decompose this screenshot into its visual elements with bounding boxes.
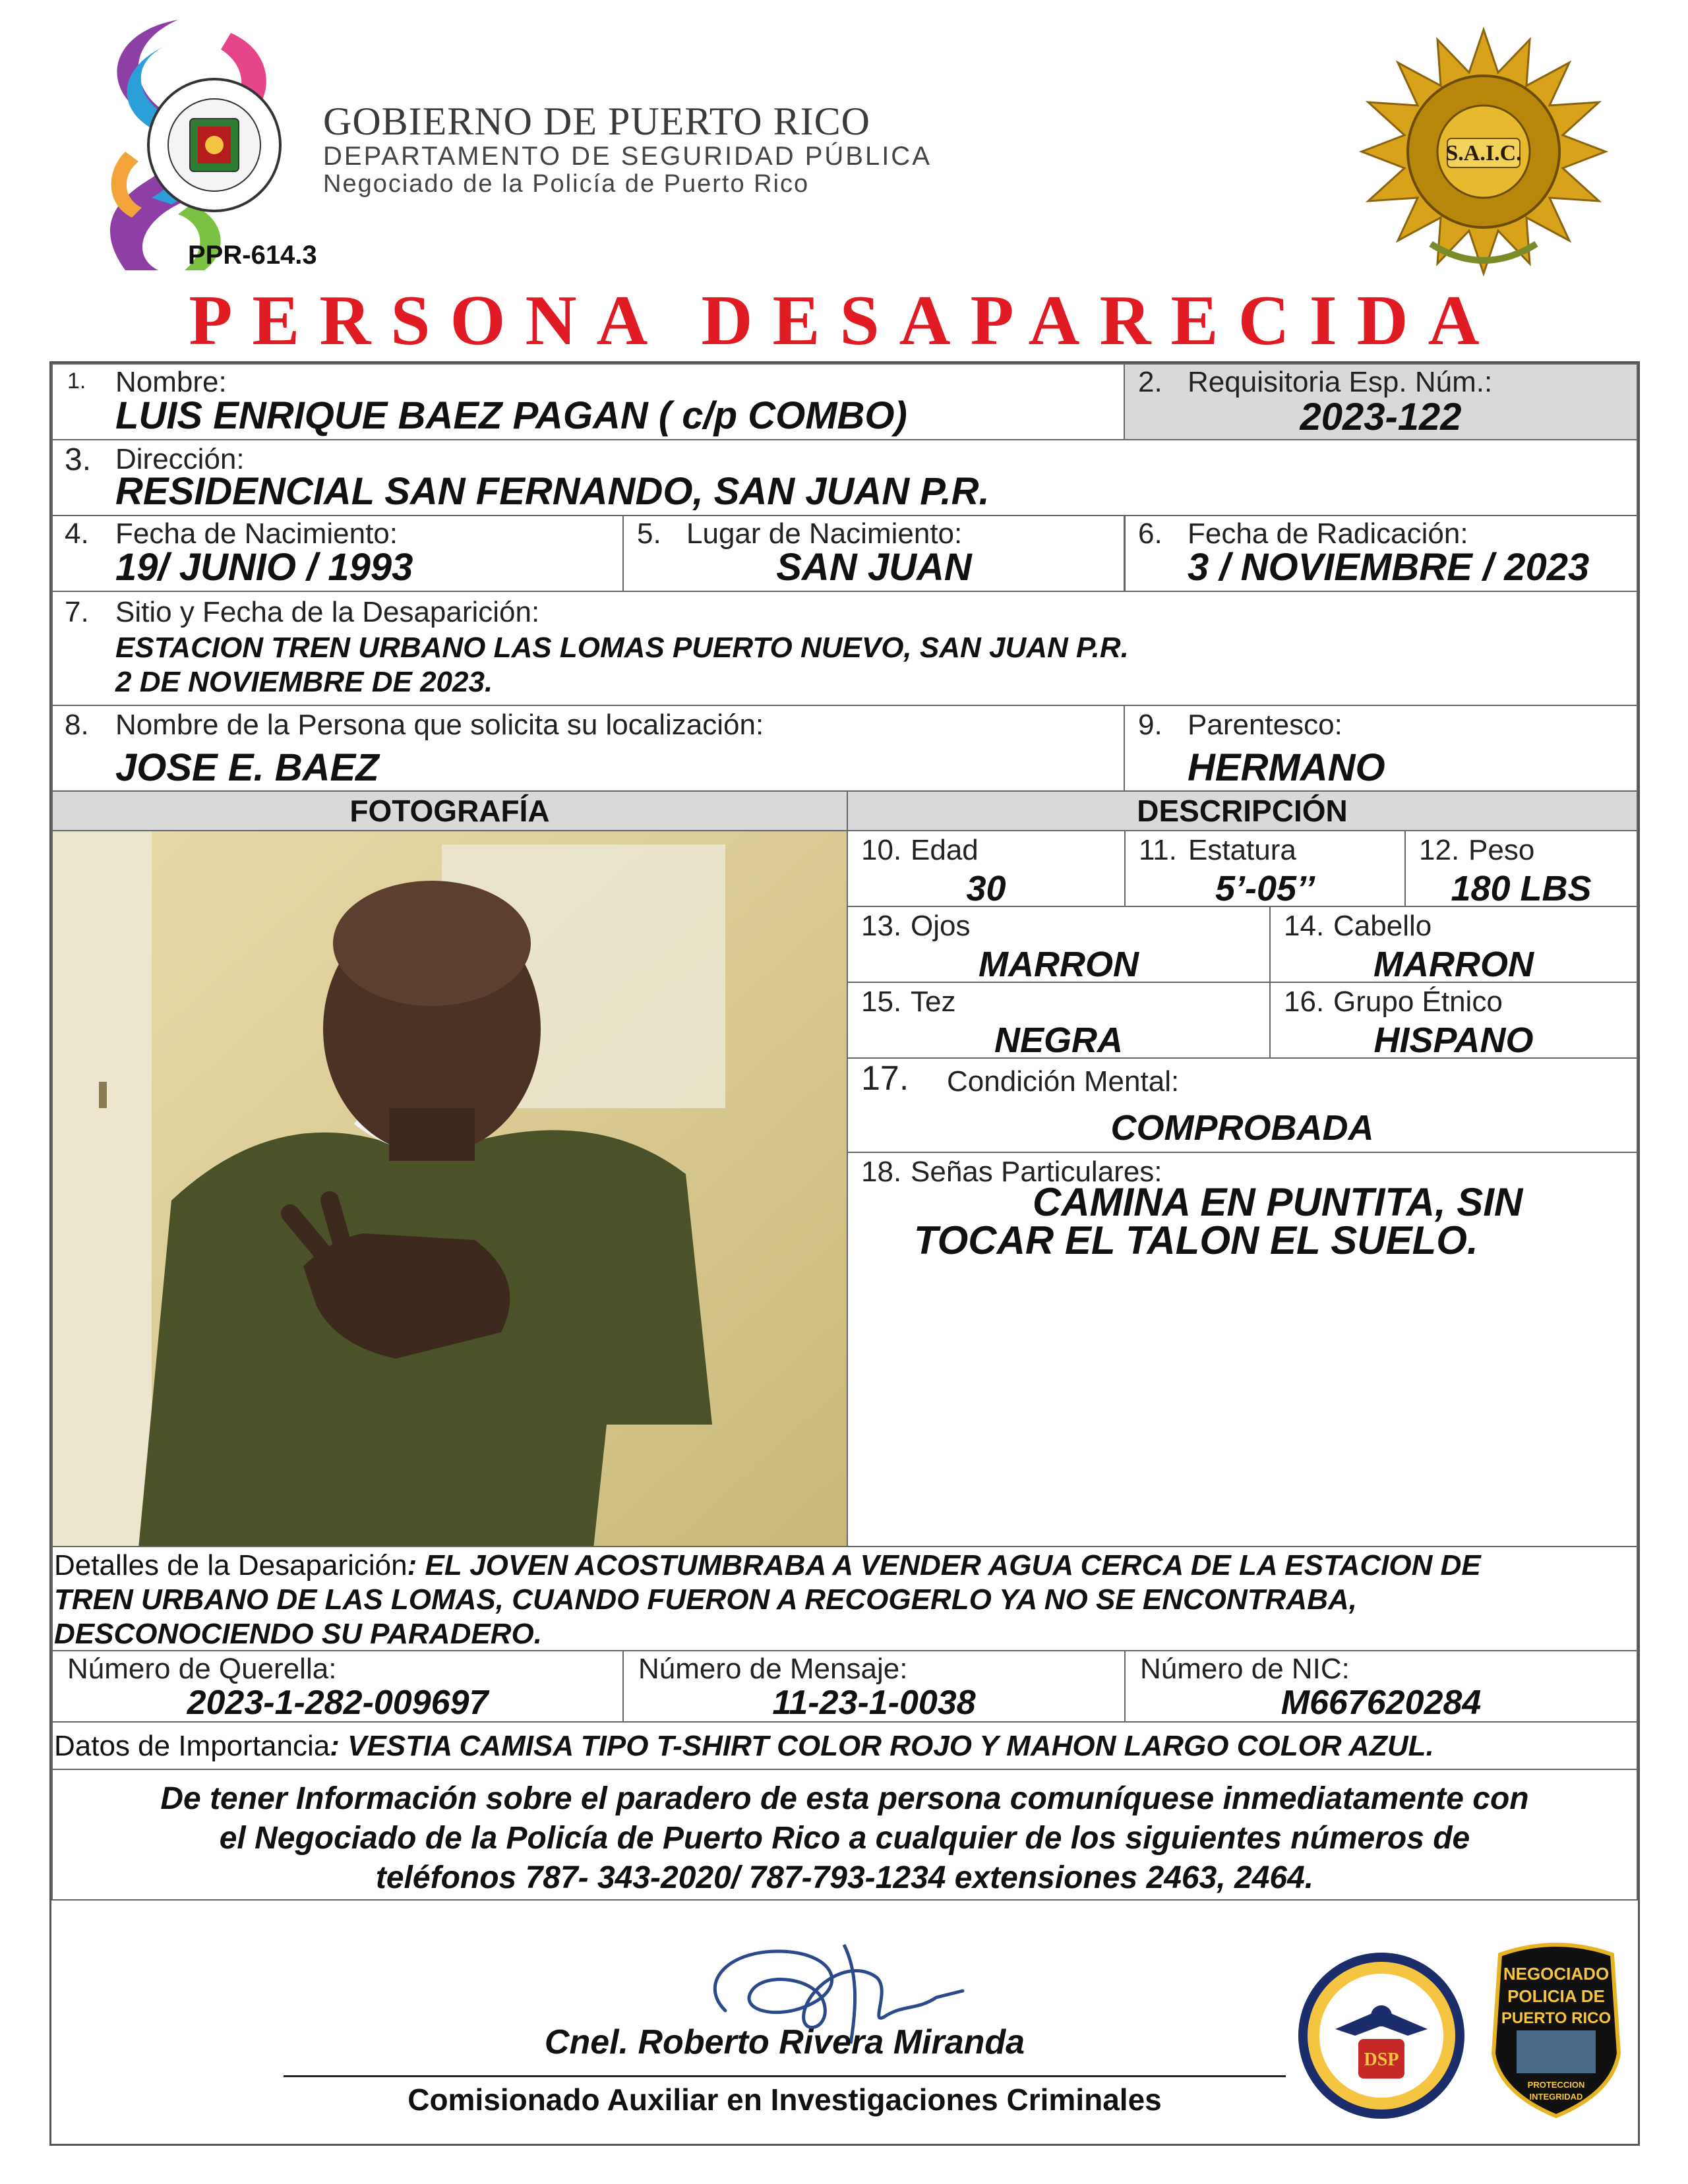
field-label: Nombre: <box>115 366 227 398</box>
field-label: Grupo Étnico <box>1333 986 1503 1018</box>
details-line2: TREN URBANO DE LAS LOMAS, CUANDO FUERON A RECOGERLO YA NO SE ENCONTRABA, <box>54 1583 1357 1616</box>
signer-title: Comisionado Auxiliar en Investigaciones Criminales <box>407 2082 1162 2117</box>
field-number: 2. <box>1138 366 1162 398</box>
field-lugar-nacimiento <box>622 515 1126 592</box>
field-peso <box>1404 830 1638 907</box>
weight-value: 180 LBS <box>1451 869 1592 907</box>
field-estatura <box>1124 830 1406 907</box>
details-line1: : EL JOVEN ACOSTUMBRABA A VENDER AGUA CERCA DE LA ESTACION DE <box>407 1549 1481 1581</box>
missing-person-form <box>49 361 1640 2146</box>
field-label: Cabello <box>1333 910 1432 942</box>
bureau-name: Negociado de la Policía de Puerto Rico <box>323 170 810 198</box>
missing-person-photo <box>51 830 848 1547</box>
complaint-number: 2023-1-282-009697 <box>187 1684 489 1722</box>
field-label: Señas Particulares: <box>911 1156 1162 1188</box>
field-fecha-nacimiento <box>51 515 624 592</box>
field-parentesco <box>1124 705 1638 792</box>
police-badge-logo <box>1358 26 1609 290</box>
field-label: Condición Mental: <box>947 1065 1180 1098</box>
field-label: Número de NIC: <box>1140 1653 1350 1685</box>
address-value: RESIDENCIAL SAN FERNANDO, SAN JUAN P.R. <box>115 470 990 513</box>
description-section-header: DESCRIPCIÓN <box>847 790 1638 831</box>
field-number: 9. <box>1138 709 1162 741</box>
field-label: Estatura <box>1188 834 1296 866</box>
birth-date-value: 19/ JUNIO / 1993 <box>115 546 413 589</box>
field-requisitoria <box>1124 363 1638 440</box>
contact-line3: teléfonos 787- 343-2020/ 787-793-1234 extensiones 2463, 2464. <box>375 1860 1314 1895</box>
svg-text:POLICIA DE: POLICIA DE <box>1507 1986 1605 2006</box>
contact-line2: el Negociado de la Policía de Puerto Rico a cualquier de los siguientes números de <box>219 1821 1470 1856</box>
height-value: 5’-05’’ <box>1215 869 1315 907</box>
department-name: DEPARTAMENTO DE SEGURIDAD PÚBLICA <box>323 142 932 171</box>
field-tez <box>847 982 1271 1059</box>
svg-text:INTEGRIDAD: INTEGRIDAD <box>1529 2092 1583 2102</box>
field-number: 14. <box>1284 910 1325 942</box>
person-name: LUIS ENRIQUE BAEZ PAGAN ( c/p COMBO) <box>115 394 907 437</box>
details-label: Detalles de la Desaparición <box>54 1549 407 1581</box>
field-detalles <box>51 1546 1638 1651</box>
field-sitio-fecha <box>51 591 1638 706</box>
field-number: 17. <box>861 1059 909 1098</box>
field-senas-particulares <box>847 1152 1638 1547</box>
government-title: GOBIERNO DE PUERTO RICO <box>323 100 870 143</box>
field-number: 8. <box>65 709 89 741</box>
field-number: 13. <box>861 910 902 942</box>
relationship-value: HERMANO <box>1188 746 1385 789</box>
field-number: 18. <box>861 1156 902 1188</box>
field-number: 6. <box>1138 517 1162 550</box>
field-number: 11. <box>1139 834 1177 866</box>
mental-condition-value: COMPROBADA <box>1110 1108 1374 1148</box>
distinguishing-marks-line1: CAMINA EN PUNTITA, SIN <box>1033 1180 1523 1224</box>
message-number: 11-23-1-0038 <box>772 1684 976 1722</box>
svg-text:NEGOCIADO: NEGOCIADO <box>1503 1964 1610 1984</box>
field-number: 3. <box>65 442 92 477</box>
government-seal-logo <box>79 7 330 270</box>
field-edad <box>847 830 1126 907</box>
field-cabello <box>1269 906 1638 983</box>
filing-date-value: 3 / NOVIEMBRE / 2023 <box>1188 546 1590 589</box>
field-number: 10. <box>861 834 902 866</box>
contact-line1: De tener Información sobre el paradero de esta persona comuníquese inmediatamente con <box>160 1781 1529 1816</box>
importance-value: : VESTIA CAMISA TIPO T-SHIRT COLOR ROJO Y MAHON LARGO COLOR AZUL. <box>330 1730 1434 1762</box>
field-label: Número de Mensaje: <box>638 1653 908 1685</box>
requester-name: JOSE E. BAEZ <box>115 746 379 789</box>
svg-text:S.A.I.C.: S.A.I.C. <box>1445 141 1522 165</box>
age-value: 30 <box>966 869 1006 907</box>
disappearance-date: 2 DE NOVIEMBRE DE 2023. <box>115 666 493 698</box>
field-number: 12. <box>1419 834 1460 866</box>
field-label: Peso <box>1468 834 1535 866</box>
form-code: PPR-614.3 <box>188 241 317 270</box>
poster-title: PERSONA DESAPARECIDA <box>189 281 1499 360</box>
field-datos-importancia <box>51 1721 1638 1770</box>
svg-text:PUERTO RICO: PUERTO RICO <box>1501 2009 1612 2027</box>
field-label: Ojos <box>911 910 971 942</box>
field-mensaje <box>622 1650 1126 1723</box>
field-label: Fecha de Nacimiento: <box>115 517 398 550</box>
dsp-seal-logo <box>1296 1950 1467 2121</box>
field-querella <box>51 1650 624 1723</box>
field-label: Tez <box>911 986 956 1018</box>
svg-text:DSP: DSP <box>1364 2050 1399 2070</box>
details-line3: DESCONOCIENDO SU PARADERO. <box>54 1618 542 1650</box>
requisitoria-number: 2023-122 <box>1300 396 1462 438</box>
field-label: Edad <box>911 834 979 866</box>
field-label: Requisitoria Esp. Núm.: <box>1188 366 1493 398</box>
signer-name: Cnel. Roberto Rivera Miranda <box>544 2023 1025 2061</box>
field-label: Parentesco: <box>1188 709 1342 741</box>
field-nic <box>1124 1650 1638 1723</box>
field-nombre <box>51 363 1125 440</box>
nic-number: M667620284 <box>1281 1684 1482 1722</box>
police-patch-logo <box>1487 1941 1625 2119</box>
disappearance-place: ESTACION TREN URBANO LAS LOMAS PUERTO NUEVO, SAN JUAN P.R. <box>115 632 1129 664</box>
field-label: Dirección: <box>115 443 245 475</box>
field-number: 5. <box>637 517 661 550</box>
field-label: Nombre de la Persona que solicita su localización: <box>115 709 764 741</box>
field-number: 16. <box>1284 986 1325 1018</box>
field-label: Lugar de Nacimiento: <box>686 517 963 550</box>
ethnic-group-value: HISPANO <box>1373 1020 1534 1059</box>
signature-line <box>284 2075 1286 2077</box>
birth-place-value: SAN JUAN <box>776 546 972 589</box>
field-ojos <box>847 906 1271 983</box>
svg-text:PROTECCION: PROTECCION <box>1527 2080 1585 2090</box>
field-label: Sitio y Fecha de la Desaparición: <box>115 596 540 628</box>
complexion-value: NEGRA <box>994 1020 1123 1059</box>
field-direccion <box>51 439 1638 516</box>
field-condicion-mental <box>847 1057 1638 1153</box>
field-label: Fecha de Radicación: <box>1188 517 1468 550</box>
distinguishing-marks-line2: TOCAR EL TALON EL SUELO. <box>914 1218 1478 1262</box>
field-solicitante <box>51 705 1125 792</box>
hair-value: MARRON <box>1373 945 1534 983</box>
field-number: 1. <box>67 369 86 394</box>
field-number: 7. <box>65 596 89 628</box>
field-label: Número de Querella: <box>67 1653 337 1685</box>
eyes-value: MARRON <box>979 945 1139 983</box>
contact-notice <box>51 1769 1638 1901</box>
photo-section-header: FOTOGRAFÍA <box>51 790 848 831</box>
field-fecha-radicacion <box>1124 515 1638 592</box>
importance-label: Datos de Importancia <box>54 1730 330 1762</box>
field-number: 4. <box>65 517 89 550</box>
field-number: 15. <box>861 986 902 1018</box>
field-grupo-etnico <box>1269 982 1638 1059</box>
